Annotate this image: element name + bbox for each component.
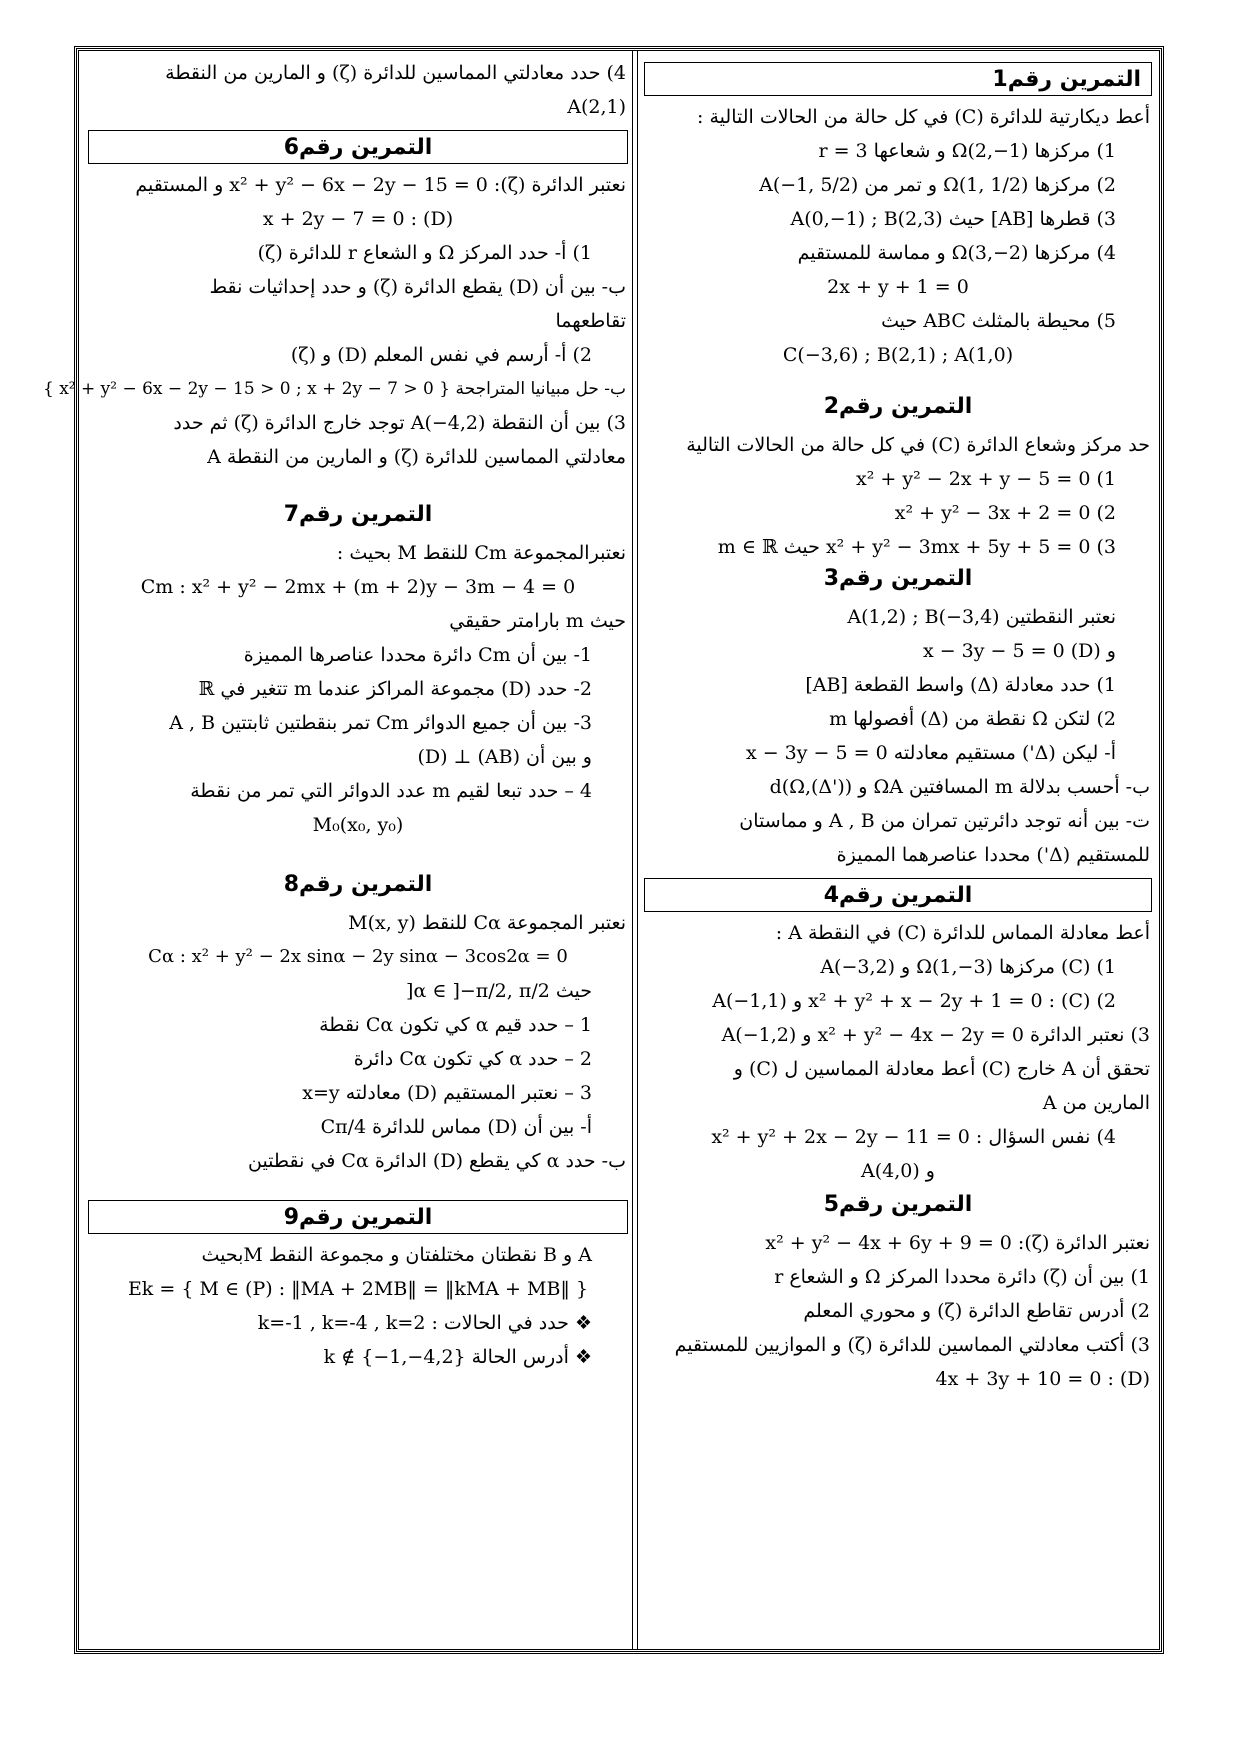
exercise-8-item-6: 3 – نعتبر المستقيم (D) معادلته x=y (302, 1082, 592, 1104)
exercise-4-item-1: 1) (C) مركزها Ω(1,−3) و A(−3,2) (820, 956, 1116, 978)
exercise-1-item-5-points: C(−3,6) ; B(2,1) ; A(1,0) (782, 344, 1014, 366)
exercise-3-item-7: ت- بين أنه توجد دائرتين تمران من A , B و مماستان (739, 810, 1150, 832)
exercise-5-title: التمرين رقم5 (823, 1192, 973, 1217)
exercise-5-item-1: نعتبر الدائرة (ζ): x² + y² − 4x + 6y + 9 = 0 (765, 1232, 1150, 1254)
exercise-7-item-9: M₀(x₀, y₀) (312, 814, 404, 836)
exercise-3-item-5: أ- ليكن (Δ') مستقيم معادلته x − 3y − 5 = 0 (745, 742, 1116, 764)
right-column (640, 56, 1156, 1648)
exercise-6-title-box (88, 130, 628, 164)
exercise-3-item-3: 1) حدد معادلة (Δ) واسط القطعة [AB] (805, 674, 1116, 696)
exercise-2-title: التمرين رقم2 (823, 394, 973, 419)
exercise-9-title-box (88, 1200, 628, 1234)
exercise-7-item-3: حيث m بارامتر حقيقي (449, 610, 626, 632)
exercise-2-title-wrap (640, 394, 1156, 424)
exercise-5-cont-1: 4) حدد معادلتي المماسين للدائرة (ζ) و المارين من النقطة (165, 62, 626, 84)
exercise-3-item-1: نعتبر النقطتين A(1,2) ; B(−3,4) (847, 606, 1116, 628)
exercise-6-item-6: 2) أ- أرسم في نفس المعلم (D) و (ζ) (290, 344, 592, 366)
exercise-5-cont-2: A(2,1) (567, 96, 626, 118)
exercise-7-title: التمرين رقم7 (283, 502, 433, 527)
exercise-6-item-3: 1) أ- حدد المركز Ω و الشعاع r للدائرة (ζ) (257, 242, 592, 264)
exercise-9-title: التمرين رقم9 (283, 1204, 433, 1230)
exercise-6-item-2: (D) : x + 2y − 7 = 0 (262, 208, 454, 230)
exercise-5-item-2: 1) بين أن (ζ) دائرة محددا المركز Ω و الشعاع r (774, 1266, 1150, 1288)
exercise-4-item-2: 2) (C) : x² + y² + x − 2y + 1 = 0 و A(−1,1) (712, 990, 1116, 1012)
exercise-7-item-2: Cm : x² + y² − 2mx + (m + 2)y − 3m − 4 = 0 (140, 576, 576, 598)
exercise-6-item-7: ب- حل مبيانيا المتراجحة { x² + y² − 6x − 2y − 15 > 0 ; x + 2y − 7 > 0 } (42, 379, 626, 399)
exercise-1-item-4: 4) مركزها Ω(3,−2) و مماسة للمستقيم (797, 242, 1116, 264)
exercise-9-item-4: ❖ أدرس الحالة k ∉ {−1,−4,2} (323, 1346, 592, 1368)
exercise-3-item-6: ب- أحسب بدلالة m المسافتين ΩA و d(Ω,(Δ')) (769, 776, 1150, 798)
exercise-7-item-5: 2- حدد (D) مجموعة المراكز عندما m تتغير في ℝ (198, 678, 592, 700)
exercise-5-item-3: 2) أدرس تقاطع الدائرة (ζ) و محوري المعلم (803, 1300, 1150, 1322)
exercise-4-item-4: 4) نفس السؤال : x² + y² + 2x − 2y − 11 = 0 (711, 1126, 1116, 1148)
exercise-5-title-wrap (640, 1192, 1156, 1222)
exercise-4-item-3-text: تحقق أن A خارج (C) أعط معادلة المماسين ل (C) و (733, 1058, 1150, 1080)
exercise-4-title: التمرين رقم4 (823, 882, 973, 908)
exercise-8-item-1: نعتبر المجموعة Cα للنقط M(x, y) (348, 912, 626, 934)
exercise-8-item-3: حيث α ∈ ]−π/2, π/2[ (406, 980, 592, 1002)
column-divider (632, 50, 638, 1650)
exercise-1-title-box (644, 62, 1152, 96)
exercise-7-item-7: و بين أن (AB) ⊥ (D) (417, 746, 592, 768)
exercise-5-item-5: (D) : 4x + 3y + 10 = 0 (935, 1368, 1150, 1390)
exercise-6-item-8: 3) بين أن النقطة A(−4,2) توجد خارج الدائرة (ζ) ثم حدد (173, 412, 626, 434)
left-column (42, 56, 632, 1648)
exercise-6-item-5: تقاطعهما (555, 310, 626, 332)
exercise-3-item-2: و (D) x − 3y − 5 = 0 (922, 640, 1116, 662)
exercise-5-item-4: 3) أكتب معادلتي المماسين للدائرة (ζ) و الموازيين للمستقيم (674, 1334, 1150, 1356)
exercise-8-title: التمرين رقم8 (283, 872, 433, 897)
exercise-1-item-2: 2) مركزها Ω(1, 1/2) و تمر من A(−1, 5/2) (759, 174, 1116, 196)
exercise-8-item-7: أ- بين أن (D) مماس للدائرة Cπ/4 (320, 1116, 592, 1138)
exercise-6-item-4: ب- بين أن (D) يقطع الدائرة (ζ) و حدد إحداثيات نقط (209, 276, 626, 298)
exercise-1-item-5: 5) محيطة بالمثلث ABC حيث (881, 310, 1116, 332)
exercise-3-title-wrap (640, 566, 1156, 596)
exercise-7-item-1: نعتبرالمجموعة Cm للنقط M بحيث : (336, 542, 626, 564)
exercise-8-title-wrap (84, 872, 632, 902)
exercise-2-item-3: 3) x² + y² − 3mx + 5y + 5 = 0 حيث m ∈ ℝ (717, 536, 1116, 558)
exercise-2-item-2: 2) x² + y² − 3x + 2 = 0 (894, 502, 1116, 524)
exercise-3-item-4: 2) لتكن Ω نقطة من (Δ) أفصولها m (829, 708, 1116, 730)
exercise-6-title: التمرين رقم6 (283, 134, 433, 160)
exercise-4-item-4-point: و A(4,0) (861, 1160, 935, 1182)
exercise-7-item-6: 3- بين أن جميع الدوائر Cm تمر بنقطتين ثابتتين A , B (169, 712, 592, 734)
exercise-1-item-3: 3) قطرها [AB] حيث A(0,−1) ; B(2,3) (790, 208, 1116, 230)
exercise-6-item-9: معادلتي المماسين للدائرة (ζ) و المارين من النقطة A (207, 446, 626, 468)
exercise-9-item-2: Ek = { M ∈ (P) : ‖MA + 2MB‖ = ‖kMA + MB‖ } (127, 1278, 589, 1300)
exercise-4-title-box (644, 878, 1152, 912)
exercise-8-item-4: 1 – حدد قيم α كي تكون Cα نقطة (319, 1014, 592, 1036)
exercise-3-item-8: للمستقيم (Δ') محددا عناصرهما المميزة (836, 844, 1150, 866)
exercise-8-item-8: ب- حدد α كي يقطع (D) الدائرة Cα في نقطتين (247, 1150, 626, 1172)
exercise-1-title: التمرين رقم1 (992, 66, 1141, 92)
exercise-1-item-1: 1) مركزها Ω(2,−1) و شعاعها r = 3 (818, 140, 1116, 162)
exercise-1-intro: أعط ديكارتية للدائرة (C) في كل حالة من الحالات التالية : (697, 106, 1150, 128)
exercise-8-item-2: Cα : x² + y² − 2x sinα − 2y sinα − 3cos2α = 0 (148, 946, 568, 967)
exercise-4-item-3: 3) نعتبر الدائرة x² + y² − 4x − 2y = 0 و A(−1,2) (721, 1024, 1150, 1046)
exercise-7-item-4: 1- بين أن Cm دائرة محددا عناصرها المميزة (243, 644, 592, 666)
exercise-7-item-8: 4 – حدد تبعا لقيم m عدد الدوائر التي تمر من نقطة (190, 780, 592, 802)
exercise-9-item-1: A و B نقطتان مختلفتان و مجموعة النقط Mبحيث (201, 1244, 592, 1266)
exercise-2-item-1: 1) x² + y² − 2x + y − 5 = 0 (856, 468, 1116, 490)
exercise-1-item-4-equation: 2x + y + 1 = 0 (827, 276, 969, 298)
exercise-2-intro: حد مركز وشعاع الدائرة (C) في كل حالة من الحالات التالية (686, 434, 1150, 456)
exercise-9-item-3: ❖ حدد في الحالات : k=-1 , k=-4 , k=2 (257, 1312, 592, 1334)
exercise-4-item-3-cont: المارين من A (1042, 1092, 1150, 1114)
exercise-6-item-1: نعتبر الدائرة (ζ): x² + y² − 6x − 2y − 15 = 0 و المستقيم (135, 174, 626, 196)
exercise-3-title: التمرين رقم3 (823, 566, 973, 591)
exercise-7-title-wrap (84, 502, 632, 532)
exercise-8-item-5: 2 – حدد α كي تكون Cα دائرة (353, 1048, 592, 1070)
exercise-4-intro: أعط معادلة المماس للدائرة (C) في النقطة A : (775, 922, 1150, 944)
